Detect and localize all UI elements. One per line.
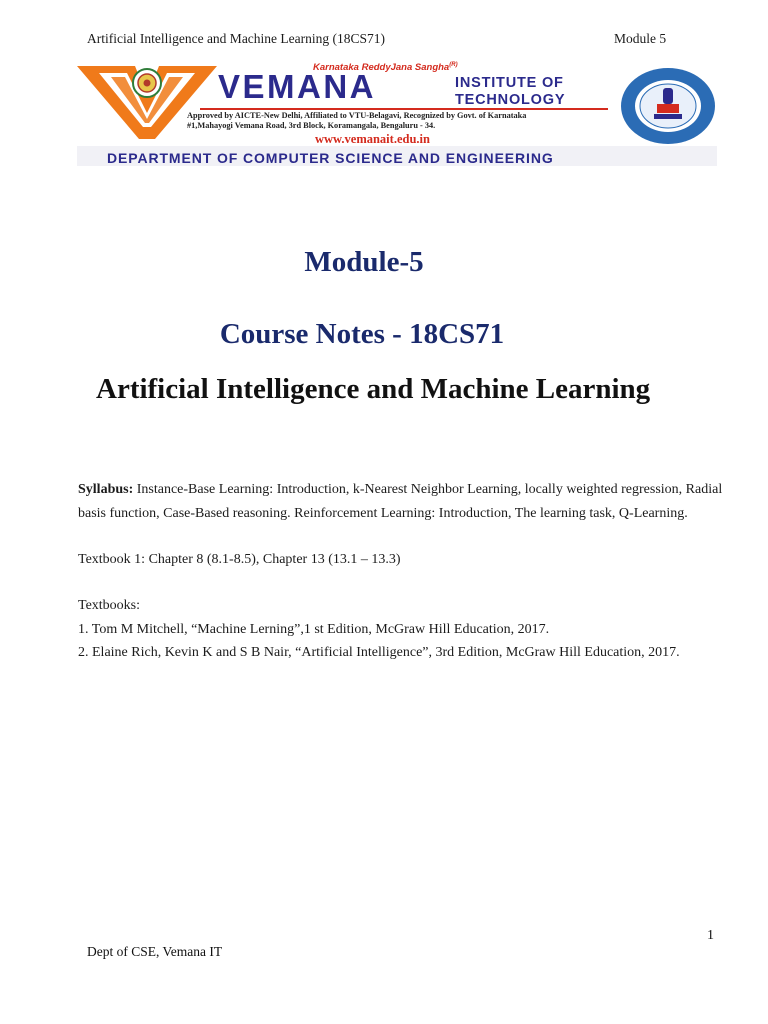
syllabus-text: Instance-Base Learning: Introduction, k-Nearest Neighbor Learning, locally weighted regression, Radial basis function, Case-Based reasoning. Reinforcement Learning: Introduction, The learning task, Q-Learning. [78, 482, 723, 521]
textbook-item: 1. Tom M Mitchell, “Machine Lerning”,1 st Edition, McGraw Hill Education, 2017. [78, 622, 550, 637]
institute-name: VEMANA [218, 68, 377, 105]
department-name: DEPARTMENT OF COMPUTER SCIENCE AND ENGINEERING [107, 150, 554, 166]
subject-title: Artificial Intelligence and Machine Learning [96, 373, 651, 405]
cse-department-seal-icon [619, 66, 717, 146]
page-number: 1 [707, 928, 714, 943]
institute-address: #1,Mahayogi Vemana Road, 3rd Block, Koramangala, Bengaluru - 34. [187, 121, 436, 130]
institute-website: www.vemanait.edu.in [315, 132, 430, 146]
course-title: Course Notes - 18CS71 [219, 318, 505, 350]
textbook-item: 2. Elaine Rich, Kevin K and S B Nair, “Artificial Intelligence”, 3rd Edition, McGraw Hill Education, 2017. [78, 645, 680, 660]
syllabus-paragraph [78, 478, 738, 526]
institute-subtitle-line1: INSTITUTE OF [455, 75, 564, 91]
header-right: Module 5 [614, 31, 667, 46]
approval-text: Approved by AICTE-New Delhi, Affiliated to VTU-Belagavi, Recognized by Govt. of Karnataka [187, 111, 527, 120]
institute-subtitle-line2: TECHNOLOGY [455, 92, 566, 108]
module-title: Module-5 [304, 246, 424, 278]
banner-divider [200, 108, 608, 110]
header-left: Artificial Intelligence and Machine Learning (18CS71) [87, 31, 386, 46]
footer-text: Dept of CSE, Vemana IT [87, 944, 223, 959]
textbooks-heading: Textbooks: [78, 598, 141, 613]
institute-banner [77, 61, 717, 168]
syllabus-label: Syllabus: [78, 482, 134, 497]
textbook-reference: Textbook 1: Chapter 8 (8.1-8.5), Chapter 13 (13.1 – 13.3) [78, 552, 401, 567]
sangha-name: Karnataka ReddyJana Sangha$^{(R)}$ [313, 62, 458, 74]
